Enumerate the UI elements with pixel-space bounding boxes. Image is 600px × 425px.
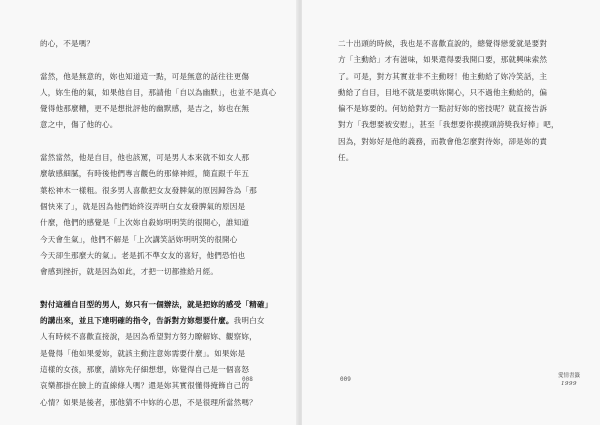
text-line: 了。可是，對方其實並非不主動呀！他主動給了妳冷笑話，主 bbox=[338, 71, 548, 81]
paragraph-gap bbox=[40, 52, 276, 68]
right-page-text bbox=[338, 36, 559, 166]
text-line: 二十出頭的時候，我也是不喜歡直說的，總覺得戀愛就是要對 bbox=[338, 39, 548, 48]
text-line: 個快來了」，就是因為他們始終沒弄明白女友發脾氣的原因是 bbox=[40, 201, 246, 211]
left-page bbox=[0, 0, 298, 425]
text-line: 對方「我想要被安慰」，甚至「我想要你摸摸頭誇獎我好棒」吧， bbox=[338, 120, 559, 130]
text-line: 會感到挫折，就是因為如此，才把一切都推給月經。 bbox=[40, 267, 219, 277]
text-line bbox=[40, 313, 276, 329]
text-line: 人，妳生他的氣，如果他自目，那請他「自以為幽默」，也並不是真心 bbox=[40, 87, 277, 97]
text-line: 今天會生氣」，他們不解是「上次講笑話妳明明笑的很開心 bbox=[40, 234, 238, 244]
text-line: 當然，他是無意的，妳也知道這一點，可是無意的話往往更傷 bbox=[40, 71, 250, 81]
text-line: 什麼，他們的感覺是「上次妳自殺妳明明笑的很開心，誰知道 bbox=[40, 218, 250, 228]
series-mark bbox=[554, 372, 584, 388]
text-line: 的心，不是嗎？ bbox=[40, 39, 95, 48]
text-line: 哀樂都掛在臉上的直線條人嗎？還是妳其實很懂得掩飾自己的 bbox=[40, 381, 250, 391]
page-number-right: 009 bbox=[340, 376, 351, 383]
text-line: 覺得他那麼糟，更不是想批評他的幽默感，是吉之，妳也在無 bbox=[40, 104, 250, 114]
text-line: 當然當然，他是自目，他也該罵，可是男人本來就不如女人那 bbox=[40, 153, 250, 163]
text-line: 今天卻生那麼大的氣」。老是抓不準女友的喜好，他們恐怕也 bbox=[40, 250, 246, 260]
text-line: 動給了自目，目地不就是要哄妳開心，只不過他主動給的，偏 bbox=[338, 87, 548, 97]
text-line: 是覺得「他如果愛妳，就該主動注意妳需要什麼」。如果妳是 bbox=[40, 348, 246, 358]
left-page-text bbox=[40, 36, 276, 411]
text-line: 對付這種自目型的男人，妳只有一個辦法，就是把妳的感受「精確」 bbox=[40, 299, 273, 309]
text-line: 方「主動給」才有滋味，如果還得要我開口要，那就興味索然 bbox=[338, 55, 548, 65]
right-page bbox=[302, 0, 600, 425]
text-line: 任。 bbox=[338, 153, 354, 163]
text-line: 意之中，傷了他的心。 bbox=[40, 120, 118, 130]
text-line: 麼敏感細膩，有時後他們專言觀色的那條神經，簡直跟千年五 bbox=[40, 169, 250, 179]
text-line: 葉松神木一樣粗。很多男人喜歡把女友發脾氣的原因歸咎為「那 bbox=[40, 185, 257, 195]
series-mark-subtitle: 1999 bbox=[561, 381, 577, 387]
text-line: 偏不是妳要的。何妨給對方一點討好妳的密技呢？就直接告訴 bbox=[338, 104, 548, 114]
paragraph-gap bbox=[40, 280, 276, 296]
series-mark-title: 愛情書籤 bbox=[557, 373, 580, 379]
page-number-left: 008 bbox=[242, 376, 253, 383]
text-line: 人有時候不喜歡直接說，是因為希望對方努力瞭解妳、觀察妳， bbox=[40, 332, 257, 342]
text-line: 這樣的女孩，那麼，請妳先仔細想想，妳覺得自己是一個喜怒 bbox=[40, 364, 250, 374]
emphasis-text: 的講出來，並且下達明確的指令，告訴對方妳想要什麼。 bbox=[40, 316, 234, 326]
text-line: 因為，對妳好是他的義務，而教會他怎麼對待妳，卻是妳的責 bbox=[338, 136, 548, 146]
paragraph-gap bbox=[40, 134, 276, 150]
text-line: 心情？如果是後者，那他猜不中妳的心思，不是很理所當然嗎？ bbox=[40, 397, 257, 407]
line-rest: 我明白女 bbox=[233, 316, 265, 326]
